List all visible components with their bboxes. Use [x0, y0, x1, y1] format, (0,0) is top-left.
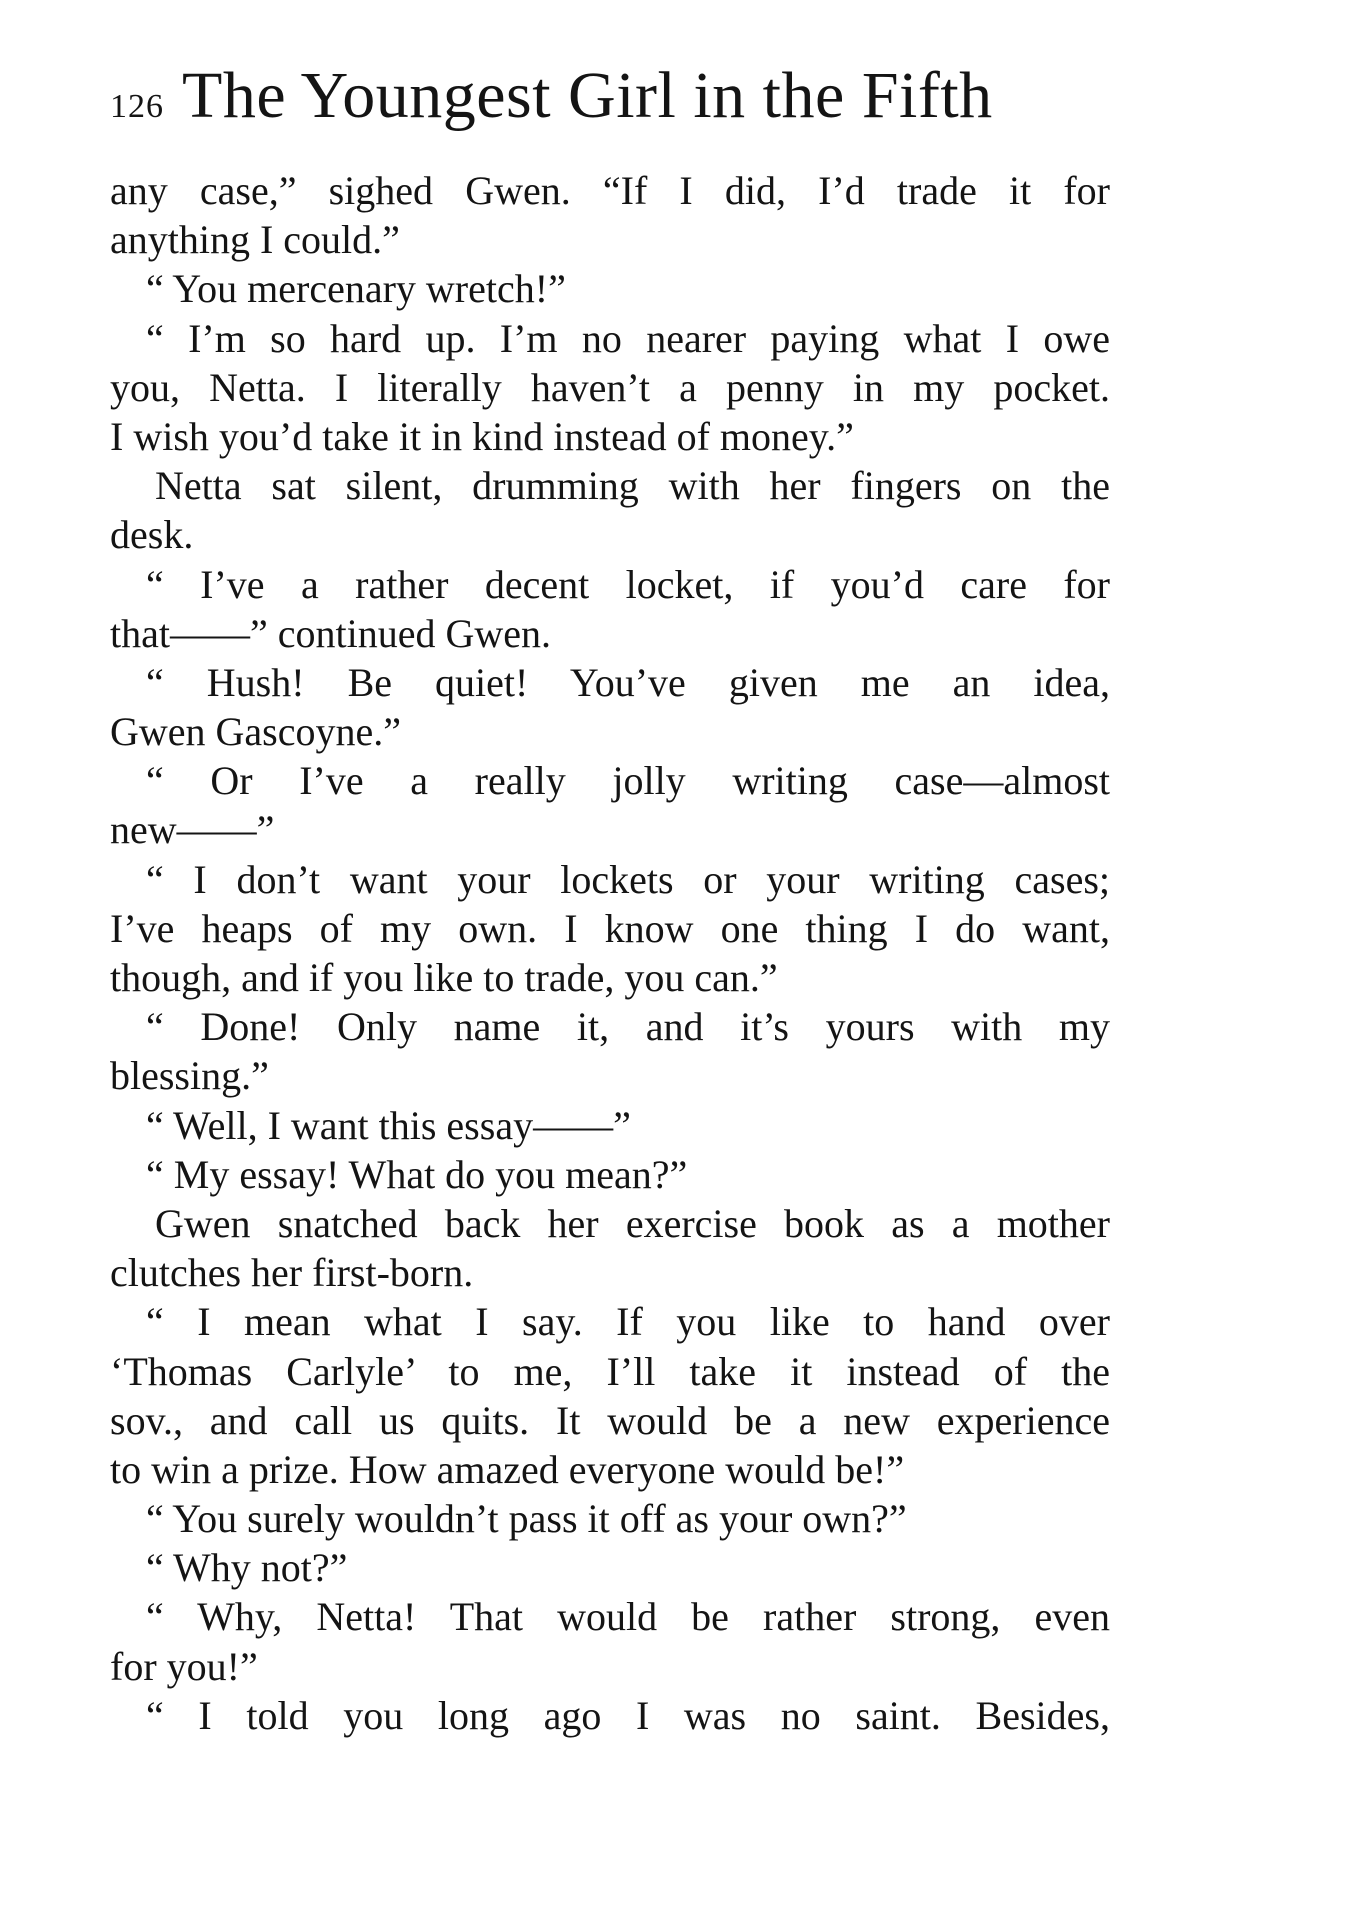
text-line: “ I mean what I say. If you like to hand over	[146, 1299, 1110, 1345]
text-line: “ My essay! What do you mean?”	[146, 1151, 688, 1197]
text-line: “ I don’t want your lockets or your writing cases;	[146, 856, 1110, 902]
text-line: Netta sat silent, drumming with her fingers on the	[155, 463, 1110, 509]
text-line: ‘Thomas Carlyle’ to me, I’ll take it instead of the	[110, 1348, 1110, 1394]
running-title: The Youngest Girl in the Fifth	[182, 59, 993, 132]
text-line: desk.	[110, 512, 194, 558]
text-line: “ I’m so hard up. I’m no nearer paying what I owe	[146, 315, 1110, 361]
body-text	[110, 166, 1110, 1740]
page-header	[110, 58, 1120, 138]
text-line: anything I could.”	[110, 217, 400, 263]
text-line: blessing.”	[110, 1053, 269, 1099]
text-line: “ Hush! Be quiet! You’ve given me an idea,	[146, 659, 1110, 705]
text-line: “ I told you long ago I was no saint. Besides,	[146, 1692, 1110, 1738]
text-line: sov., and call us quits. It would be a new experience	[110, 1397, 1110, 1443]
text-line: Gwen Gascoyne.”	[110, 709, 401, 755]
text-line: new——”	[110, 807, 275, 853]
text-line: “ Or I’ve a really jolly writing case—almost	[146, 758, 1110, 804]
text-line: you, Netta. I literally haven’t a penny in my pocket.	[110, 364, 1110, 410]
text-line: “ I’ve a rather decent locket, if you’d care for	[146, 561, 1110, 607]
text-line: Gwen snatched back her exercise book as a mother	[155, 1200, 1110, 1246]
text-line: any case,” sighed Gwen. “If I did, I’d trade it for	[110, 168, 1110, 213]
text-line: “ Why, Netta! That would be rather strong, even	[146, 1594, 1110, 1640]
text-line: I’ve heaps of my own. I know one thing I do want,	[110, 905, 1110, 951]
text-line: “ You surely wouldn’t pass it off as your own?”	[146, 1496, 907, 1542]
text-line: to win a prize. How amazed everyone would be!”	[110, 1446, 905, 1492]
text-line: I wish you’d take it in kind instead of money.”	[110, 413, 854, 459]
text-line: “ You mercenary wretch!”	[146, 266, 566, 312]
text-line: “ Done! Only name it, and it’s yours with my	[146, 1004, 1110, 1050]
text-line: that——” continued Gwen.	[110, 610, 551, 656]
text-line: “ Well, I want this essay——”	[146, 1102, 631, 1148]
text-line: though, and if you like to trade, you can.”	[110, 955, 778, 1000]
page-number: 126	[110, 88, 164, 125]
text-line: clutches her first-born.	[110, 1250, 474, 1296]
text-line: “ Why not?”	[146, 1545, 348, 1591]
text-line: for you!”	[110, 1643, 258, 1689]
